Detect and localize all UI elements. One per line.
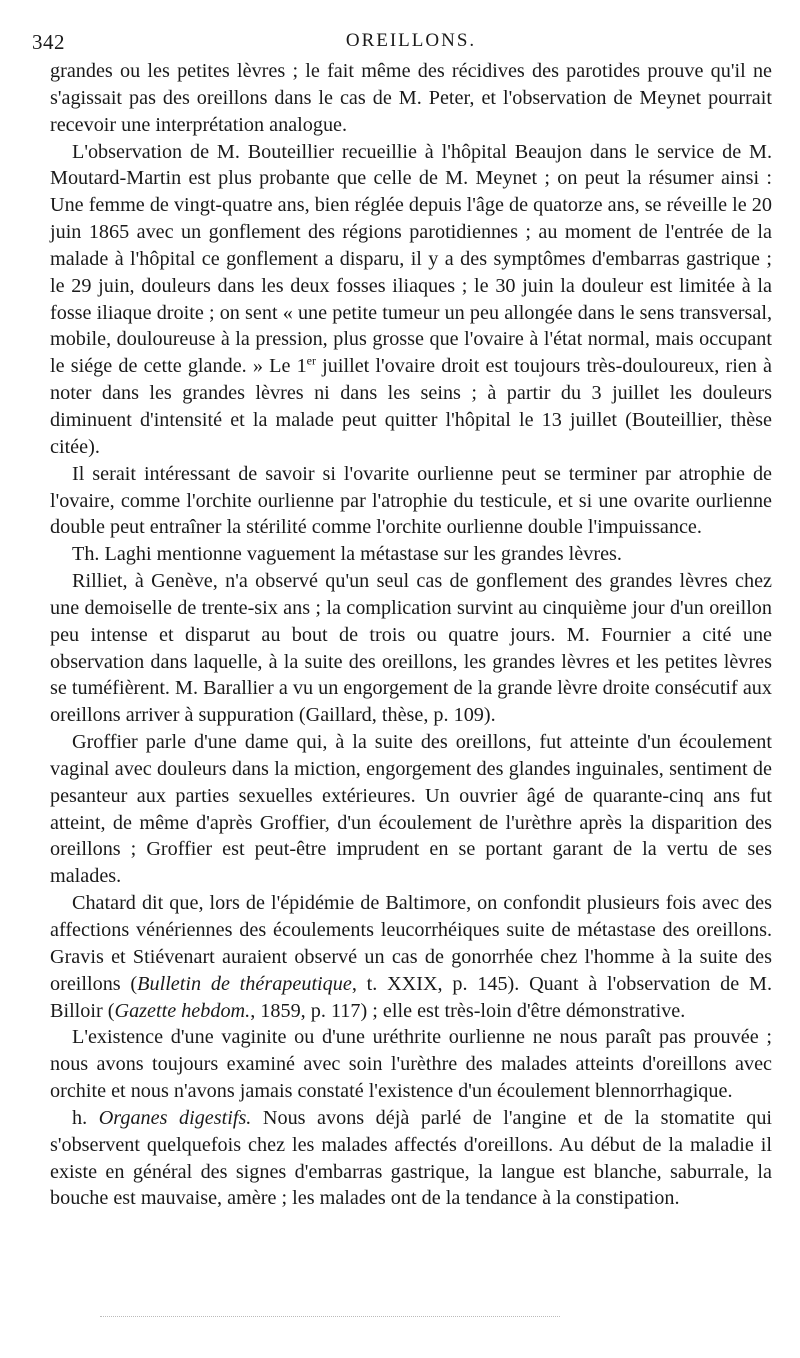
footer-rule	[100, 1316, 560, 1317]
paragraph-text: Groffier parle d'une dame qui, à la suite des oreillons, fut atteinte d'un écoulement vaginal avec douleurs dans la miction, engorgement des glandes inguinales, sentiment de pesanteur aux parties sexuelles extérieures. Un ouvrier âgé de quarante-cinq ans fut atteint, de même d'après Groffier, d'un écoulement de l'urèthre après la disparition des oreillons ; Groffier est peut-être imprudent en se portant garant de la vertu de ses malades.	[50, 731, 772, 888]
paragraph-organes-digestifs	[50, 1105, 772, 1212]
paragraph-text: L'observation de M. Bouteillier recueillie à l'hôpital Beaujon dans le service de M. Moutard-Martin est plus probante que celle de M. Meynet ; on peut la résumer ainsi : Une femme de vingt-quatre ans, bien réglée depuis l'âge de quatorze ans, se réveille le 20 juin 1865 avec un gonflement des régions parotidiennes ; au moment de l'entrée de la malade à l'hôpital ce gonflement a disparu, il y a des symptômes d'embarras gastrique ; le 29 juin, douleurs dans les deux fosses iliaques ; le 30 juin la douleur est limitée à la fosse iliaque droite ; on sent « une petite tumeur un peu allongée dans le sens transversal, mobile, douloureuse à la pression, plus grosse que l'ovaire à l'état normal, mais occupant le siége de cette glande. » Le 1	[50, 140, 772, 378]
superscript-er: er	[306, 353, 316, 368]
page-header	[32, 24, 772, 58]
paragraph-groffier	[50, 729, 772, 890]
paragraph-vaginite	[50, 1024, 772, 1105]
citation-bulletin: Bulletin de thérapeutique	[137, 972, 352, 995]
paragraph-bouteillier-observation	[50, 139, 772, 461]
paragraph-ovarite-atrophy	[50, 461, 772, 542]
paragraph-text: Nous avons déjà parlé de l'angine et de la stomatite qui s'observent quelquefois chez les malades affectés d'oreillons. Au début de la maladie il existe en général des signes d'embarras gastrique, la langue est blanche, saburrale, la bouche est mauvaise, amère ; les malades ont de la tendance à la constipation.	[50, 1106, 773, 1210]
paragraph-text: Il serait intéressant de savoir si l'ovarite ourlienne peut se terminer par atrophie de l'ovaire, comme l'orchite ourlienne par l'atrophie du testicule, et si une ovarite ourlienne double peut entraîner la stérilité comme l'orchite ourlienne double l'impuissance.	[50, 462, 772, 539]
paragraph-text: Rilliet, à Genève, n'a observé qu'un seul cas de gonflement des grandes lèvres chez une demoiselle de trente-six ans ; la complication survint au cinquième jour d'un oreillon peu intense et disparut au bout de trois ou quatre jours. M. Fournier a cité une observation dans laquelle, à la suite des oreillons, les grandes lèvres et les petites lèvres se tuméfièrent. M. Barallier a vu un engorgement de la grande lèvre droite consécutif aux oreillons arriver à suppuration (Gaillard, thèse, p. 109).	[50, 570, 772, 727]
page-number: 342	[32, 30, 65, 54]
paragraph-chatard	[50, 890, 772, 1024]
paragraph-text-continued: , 1859, p. 117) ; elle est très-loin d'être démonstrative.	[250, 999, 686, 1022]
paragraph-continuation	[50, 58, 772, 139]
running-title: OREILLONS.	[345, 30, 477, 51]
section-heading: Organes digestifs.	[98, 1106, 252, 1129]
paragraph-text: L'existence d'une vaginite ou d'une uréthrite ourlienne ne nous paraît pas prouvée ; nous avons toujours examiné avec soin l'urèthre des malades atteints d'oreillons avec orchite et nous n'avons jamais constaté l'existence d'un écoulement blennorrhagique.	[50, 1026, 772, 1103]
citation-gazette: Gazette hebdom.	[114, 999, 251, 1022]
paragraph-text: grandes ou les petites lèvres ; le fait même des récidives des parotides prouve qu'il ne s'agissait pas des oreillons dans le cas de M. Peter, et l'observation de Meynet pourrait recevoir une interprétation analogue.	[50, 60, 772, 136]
paragraph-laghi	[50, 541, 772, 568]
paragraph-text: Th. Laghi mentionne vaguement la métastase sur les grandes lèvres.	[72, 543, 622, 566]
paragraph-text: Chatard dit que, lors de l'épidémie de Baltimore, on confondit plusieurs fois avec des affections vénériennes des écoulements leucorrhéiques suite de métastase des oreillons. Gravis et Stiévenart auraient observé un cas de gonorrhée chez l'homme à la suite des oreillons (	[50, 892, 772, 995]
paragraph-rilliet	[50, 568, 772, 729]
body-text	[50, 58, 772, 1212]
document-page	[32, 24, 773, 1212]
paragraph-text-middle: , t. XXIX, p. 145). Quant à l'observation de M. Billoir (	[50, 972, 772, 1022]
section-label: h.	[72, 1106, 88, 1129]
paragraph-text-continued: juillet l'ovaire droit est toujours très-douloureux, rien à noter dans les grandes lèvres ni dans les seins ; à partir du 3 juillet les douleurs diminuent d'intensité et la malade peut quitter l'hôpital le 13 juillet (Bouteillier, thèse citée).	[50, 355, 773, 458]
